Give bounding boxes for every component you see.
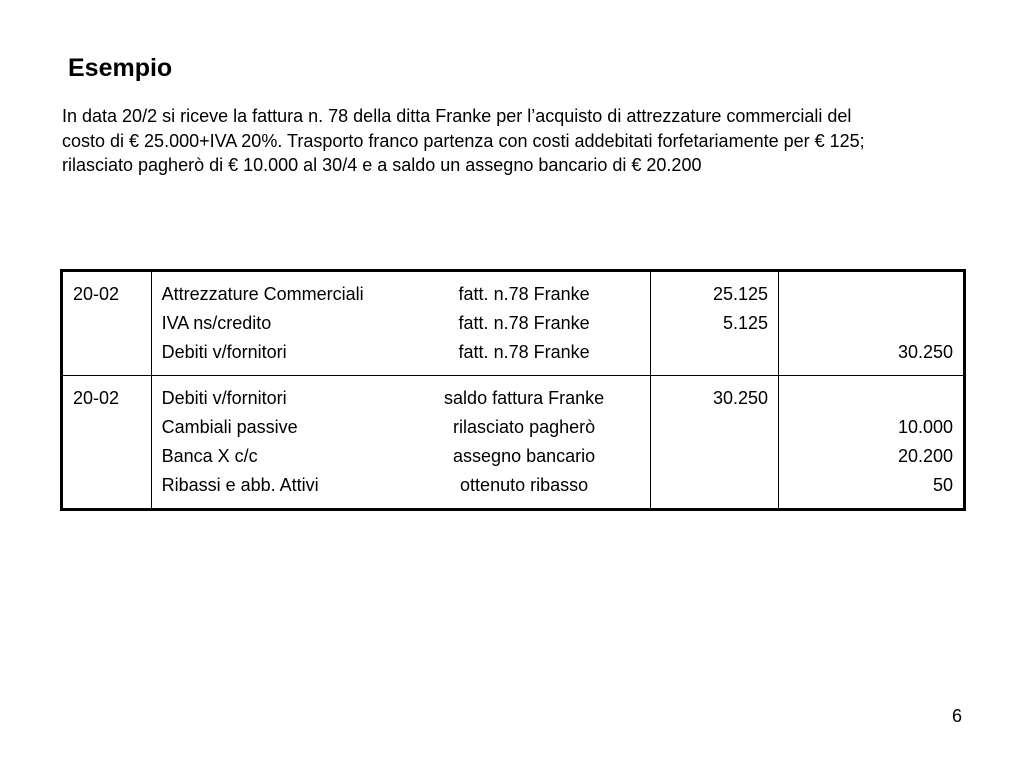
entry-descriptions [151, 271, 650, 376]
line-note: ottenuto ribasso [460, 475, 589, 495]
entry-line [162, 309, 640, 338]
avere-amount [789, 309, 953, 338]
avere-column [779, 271, 965, 376]
intro-text [62, 104, 982, 178]
entry-line [162, 442, 640, 471]
line-note: saldo fattura Franke [444, 388, 605, 408]
account-name: Debiti v/fornitori [161, 388, 287, 408]
account-name: Debiti v/fornitori [161, 342, 287, 362]
account-name: Banca X c/c [161, 446, 258, 466]
dare-column [650, 376, 778, 510]
intro-line: costo di € 25.000+IVA 20%. Trasporto franco partenza con costi addebitati forfetariamente per € 125; [62, 130, 865, 151]
entry-line [162, 338, 640, 367]
entry-date: 20-02 [62, 271, 152, 376]
avere-amount: 50 [932, 475, 953, 495]
avere-amount [789, 280, 953, 309]
line-note: rilasciato pagherò [453, 417, 596, 437]
line-note: assegno bancario [453, 446, 596, 466]
account-name: IVA ns/credito [161, 313, 272, 333]
dare-amount: 30.250 [712, 388, 769, 408]
avere-amount: 20.200 [897, 446, 953, 466]
page-number: 6 [951, 706, 962, 726]
avere-amount: 10.000 [897, 417, 953, 437]
account-name: Ribassi e abb. Attivi [161, 475, 319, 495]
dare-amount: 25.125 [712, 284, 769, 304]
journal-entry [62, 376, 965, 510]
avere-amount [789, 384, 953, 413]
account-name: Cambiali passive [161, 417, 298, 437]
dare-amount [661, 413, 768, 442]
dare-amount: 5.125 [723, 313, 769, 333]
slide-title: Esempio [68, 54, 173, 82]
journal-entry [62, 271, 965, 376]
account-name: Attrezzature Commerciali [161, 284, 364, 304]
line-note: fatt. n.78 Franke [458, 313, 590, 333]
avere-column [779, 376, 965, 510]
dare-amount [661, 442, 768, 471]
avere-amount: 30.250 [897, 342, 953, 362]
entry-descriptions [151, 376, 650, 510]
entry-date: 20-02 [62, 376, 152, 510]
entry-line [162, 471, 640, 500]
entry-line [162, 384, 640, 413]
intro-line: In data 20/2 si riceve la fattura n. 78 della ditta Franke per l’acquisto di attrezzature commerciali del [62, 106, 852, 126]
line-note: fatt. n.78 Franke [458, 284, 590, 304]
dare-amount [661, 338, 768, 367]
dare-amount [661, 471, 768, 500]
line-note: fatt. n.78 Franke [458, 342, 590, 362]
journal-table [60, 269, 966, 511]
entry-line [162, 280, 640, 309]
entry-line [162, 413, 640, 442]
dare-column [650, 271, 778, 376]
intro-line: rilasciato pagherò di € 10.000 al 30/4 e a saldo un assegno bancario di € 20.200 [62, 155, 702, 175]
